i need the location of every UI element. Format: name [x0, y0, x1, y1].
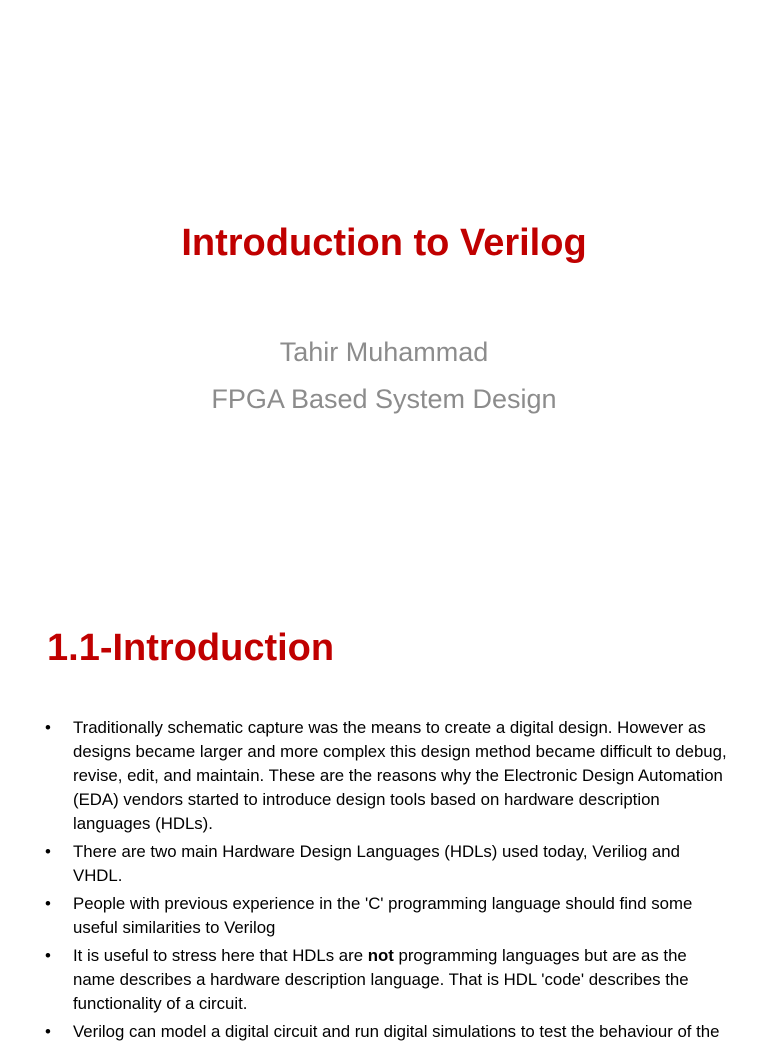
bullet-dot: • — [45, 718, 51, 737]
bullet-item — [43, 944, 733, 1016]
bullet-text-before: It is useful to stress here that HDLs are — [73, 946, 368, 965]
bullet-text-after: programming languages but are as the name describes a hardware description language. That is HDL 'code' describes the functionality of a circuit. — [73, 946, 689, 1013]
bullet-item — [43, 716, 733, 836]
course-name: FPGA Based System Design — [211, 384, 557, 414]
bullet-text-bold: not — [367, 946, 394, 965]
bullet-dot: • — [45, 1022, 51, 1041]
bullet-dot: • — [45, 842, 51, 861]
section-heading: 1.1-Introduction — [47, 627, 335, 669]
content-slide — [0, 576, 768, 1041]
bullet-list — [43, 716, 733, 1048]
bullet-text: There are two main Hardware Design Languages (HDLs) used today, Veriliog and VHDL. — [73, 842, 680, 885]
bullet-item — [43, 840, 733, 888]
bullet-item — [43, 892, 733, 940]
bullet-item — [43, 1020, 733, 1044]
bullet-text: Traditionally schematic capture was the means to create a digital design. However as designs became larger and more complex this design method became difficult to debug, revise, edit, and maintain. These are the reasons why the Electronic Design Automation (EDA) vendors started to introduce design tools based on hardware description languages (HDLs). — [73, 718, 727, 833]
bullet-dot: • — [45, 946, 51, 965]
bullet-dot: • — [45, 894, 51, 913]
bullet-text: People with previous experience in the 'C' programming language should find some useful similarities to Verilog — [73, 894, 693, 937]
slide-title: Introduction to Verilog — [181, 222, 587, 264]
bullet-text: Verilog can model a digital circuit and run digital simulations to test the behaviour of the — [73, 1022, 720, 1041]
author-name: Tahir Muhammad — [279, 337, 489, 367]
